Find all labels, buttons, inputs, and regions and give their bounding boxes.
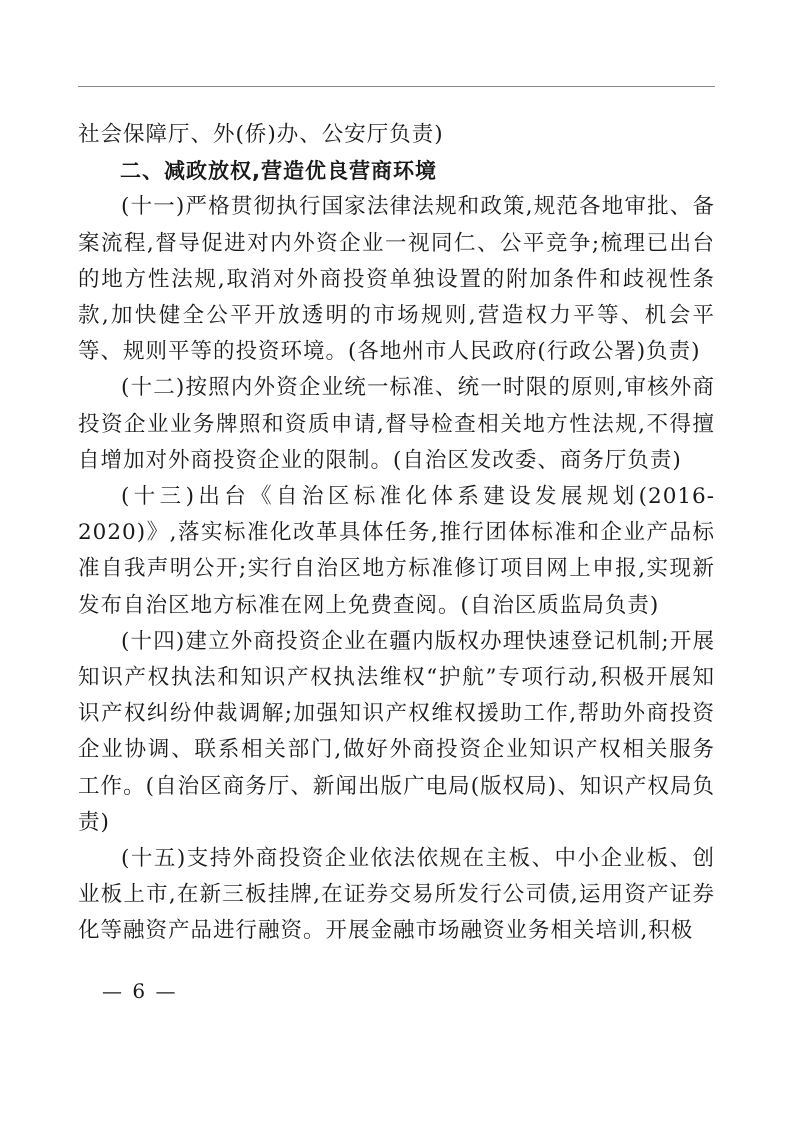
- document-body: [78, 117, 715, 950]
- section-heading: 二、减政放权,营造优良营商环境: [120, 159, 437, 184]
- page-number: — 6 —: [102, 979, 178, 1003]
- paragraph-13: (十三)出台《自治区标准化体系建设发展规划(2016-2020)》,落实标准化改革具体任务,推行团体标准和企业产品标准自我声明公开;实行自治区地方标准修订项目网上申报,实现新发布自治区地方标准在网上免费查阅。(自治区质监局负责): [78, 484, 715, 618]
- paragraph-15: (十五)支持外商投资企业依法依规在主板、中小企业板、创业板上市,在新三板挂牌,在证券交易所发行公司债,运用资产证券化等融资产品进行融资。开展金融市场融资业务相关培训,积极: [78, 846, 715, 944]
- header-rule: [78, 86, 715, 87]
- paragraph-14: (十四)建立外商投资企业在疆内版权办理快速登记机制;开展知识产权执法和知识产权执法维权“护航”专项行动,积极开展知识产权纠纷仲裁调解;加强知识产权维权援助工作,帮助外商投资企业协调、联系相关部门,做好外商投资企业知识产权相关服务工作。(自治区商务厅、新闻出版广电局(版权局)、知识产权局负责): [78, 628, 715, 835]
- paragraph-12: (十二)按照内外资企业统一标准、统一时限的原则,审核外商投资企业业务牌照和资质申请,督导检查相关地方性法规,不得擅自增加对外商投资企业的限制。(自治区发改委、商务厅负责): [78, 375, 715, 473]
- continuation-paragraph: 社会保障厅、外(侨)办、公安厅负责): [78, 122, 444, 147]
- paragraph-11: (十一)严格贯彻执行国家法律法规和政策,规范各地审批、备案流程,督导促进对内外资企业一视同仁、公平竞争;梳理已出台的地方性法规,取消对外商投资单独设置的附加条件和歧视性条款,加快健全公平开放透明的市场规则,营造权力平等、机会平等、规则平等的投资环境。(各地州市人民政府(行政公署)负责): [78, 194, 715, 365]
